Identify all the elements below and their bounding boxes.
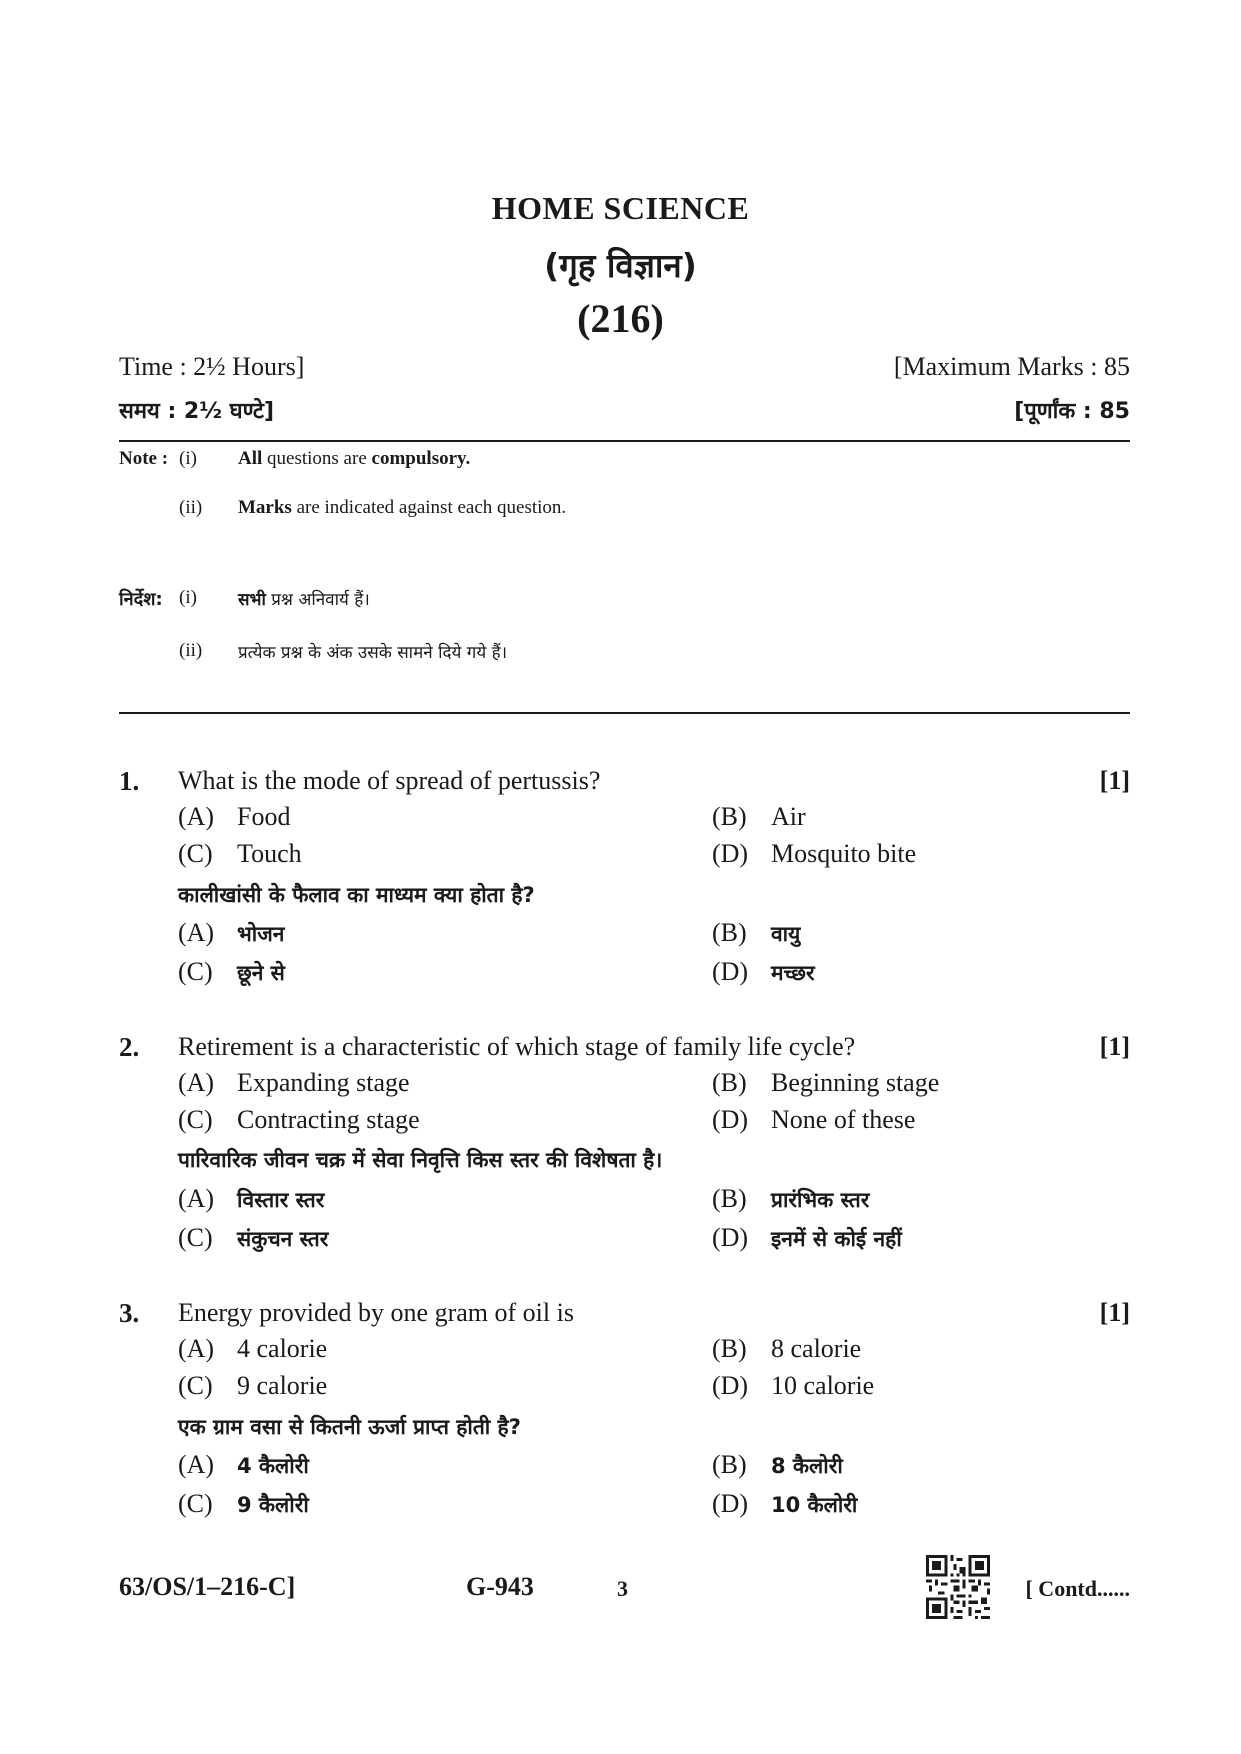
paper-title: HOME SCIENCE (491, 190, 750, 226)
question-number: 1. (119, 766, 140, 796)
note-label: Note : (119, 448, 169, 469)
option-c-hindi: (C) 9 कैलोरी (178, 1489, 309, 1518)
option-a-hindi: (A) भोजन (178, 918, 285, 947)
option-a-hindi: (A) विस्तार स्तर (178, 1184, 325, 1213)
max-marks-label: [Maximum Marks : 85 (893, 352, 1130, 381)
option-d: (D) Mosquito bite (712, 839, 917, 868)
note-row-hindi-2 (0, 640, 1241, 666)
option-a-hindi: (A) 4 कैलोरी (178, 1450, 309, 1479)
note-label-hindi: निर्देश: (119, 589, 163, 610)
question-text-hindi: एक ग्राम वसा से कितनी ऊर्जा प्राप्त होती है? (178, 1415, 521, 1439)
option-c-hindi: (C) छूने से (178, 957, 285, 986)
question-text-hindi: कालीखांसी के फैलाव का माध्यम क्या होता है? (178, 883, 535, 907)
question-marks: [1] (1099, 1298, 1130, 1327)
notes-divider (119, 712, 1130, 714)
option-d-hindi: (D) मच्छर (712, 957, 815, 986)
note-row-hindi-1 (0, 587, 1241, 613)
qr-code-icon (926, 1555, 990, 1619)
question-text-hindi: पारिवारिक जीवन चक्र में सेवा निवृत्ति किस स्तर की विशेषता है। (178, 1148, 663, 1172)
paper-code-footer: 63/OS/1–216-C] (119, 1572, 296, 1601)
option-c: (C) Contracting stage (178, 1105, 420, 1134)
note-number: (i) (179, 587, 197, 608)
paper-code: (216) (577, 296, 664, 341)
option-b-hindi: (B) वायु (712, 918, 801, 947)
note-text-hindi: प्रत्येक प्रश्न के अंक उसके सामने दिये गये हैं। (238, 643, 508, 663)
question-marks: [1] (1099, 766, 1130, 795)
note-text: All questions are compulsory. (238, 448, 471, 469)
option-a: (A) 4 calorie (178, 1334, 328, 1363)
option-b-hindi: (B) 8 कैलोरी (712, 1450, 843, 1479)
note-number: (ii) (179, 497, 203, 518)
option-b-hindi: (B) प्रारंभिक स्तर (712, 1184, 870, 1213)
note-row-1 (0, 448, 1241, 474)
time-label: Time : 2½ Hours] (119, 352, 305, 381)
max-marks-label-hindi: [पूर्णांक : 85 (1014, 399, 1130, 424)
note-row-2 (0, 497, 1241, 523)
continued-label: [ Contd...... (1025, 1576, 1130, 1601)
option-c: (C) Touch (178, 839, 302, 868)
option-c-hindi: (C) संकुचन स्तर (178, 1223, 329, 1252)
question-number: 2. (119, 1032, 140, 1062)
option-c: (C) 9 calorie (178, 1371, 328, 1400)
question-text: Energy provided by one gram of oil is (178, 1298, 574, 1327)
option-a: (A) Food (178, 802, 291, 831)
option-d: (D) 10 calorie (712, 1371, 875, 1400)
header-divider (119, 440, 1130, 442)
note-text-hindi: सभी प्रश्न अनिवार्य हैं। (238, 590, 370, 610)
question-text: What is the mode of spread of pertussis? (178, 766, 601, 795)
paper-title-hindi: (गृह विज्ञान) (544, 246, 697, 285)
note-text: Marks are indicated against each question. (238, 497, 567, 518)
option-b: (B) Beginning stage (712, 1068, 940, 1097)
question-number: 3. (119, 1298, 140, 1328)
question-marks: [1] (1099, 1032, 1130, 1061)
note-number: (i) (179, 448, 197, 469)
option-b: (B) 8 calorie (712, 1334, 862, 1363)
page-number: 3 (617, 1576, 628, 1601)
option-a: (A) Expanding stage (178, 1068, 410, 1097)
option-b: (B) Air (712, 802, 806, 831)
question-text: Retirement is a characteristic of which stage of family life cycle? (178, 1032, 856, 1061)
option-d-hindi: (D) 10 कैलोरी (712, 1489, 858, 1518)
note-number: (ii) (179, 640, 203, 661)
option-d: (D) None of these (712, 1105, 916, 1134)
time-label-hindi: समय : 2½ घण्टे] (119, 399, 274, 424)
set-code: G-943 (466, 1572, 534, 1601)
option-d-hindi: (D) इनमें से कोई नहीं (712, 1223, 902, 1252)
